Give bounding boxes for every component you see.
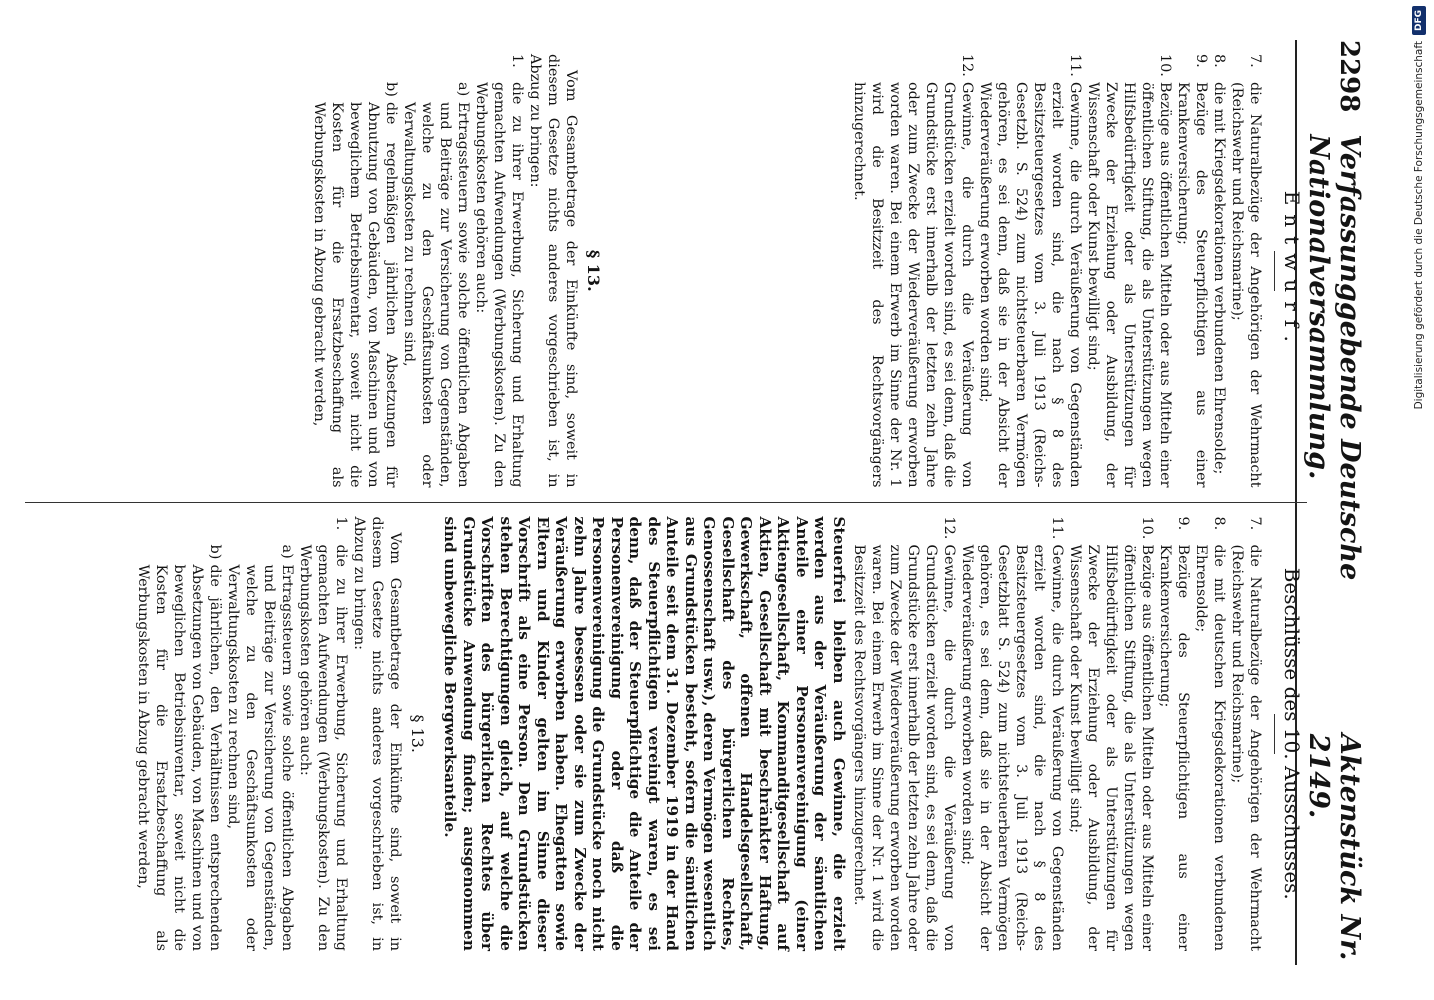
assembly-title: Verfassunggebende Deutsche Nationalversammlung. bbox=[1303, 134, 1365, 581]
dfg-logo-icon: DFG bbox=[1412, 6, 1426, 35]
sub-item-text: Ertragssteuern sowie solche öffentlichen Abgaben und Beiträge zur Versicherung von Gegenständen, welche zu den Geschäftsunkosten oder Verwaltungskosten zu rechnen sind, bbox=[401, 102, 471, 488]
item-number: 11. bbox=[1049, 516, 1065, 540]
sub-item-letter: b) bbox=[206, 544, 223, 560]
list-item bbox=[1084, 54, 1174, 488]
list-item bbox=[976, 54, 1084, 488]
list-item bbox=[1228, 517, 1264, 952]
watermark-text: Digitalisierung gefördert durch die Deutsche Forschungsgemeinschaft bbox=[1413, 41, 1425, 410]
item-text: die Naturalbezüge der Angehörigen der Wehrmacht (Reichswehr und Reichsmarine); bbox=[1229, 544, 1263, 951]
item-text: die zu ihrer Erwerbung, Sicherung und Erhaltung gemachten Aufwendungen (Werbungskosten). Zu den Werbungskosten gehören auch: bbox=[296, 544, 349, 951]
list-item bbox=[1228, 54, 1264, 488]
list-item bbox=[850, 517, 958, 952]
dfg-watermark bbox=[1407, 6, 1431, 996]
list-item bbox=[1210, 54, 1228, 488]
item-number: 8. bbox=[1211, 54, 1227, 68]
draft-heading: Entwurf. bbox=[1280, 190, 1304, 351]
heading-rule bbox=[1274, 251, 1275, 291]
sub-item-letter: a) bbox=[455, 82, 471, 97]
section-item bbox=[296, 517, 350, 952]
sub-item bbox=[224, 517, 296, 952]
draft-column bbox=[25, 40, 1307, 503]
item-text: Bezüge des Steuerpflichtigen aus einer Krankenversicherung; bbox=[1157, 544, 1191, 951]
item-number: 12. bbox=[959, 54, 975, 77]
item-text: Bezüge des Steuerpflichtigen aus einer Krankenversicherung; bbox=[1175, 82, 1209, 488]
list-item bbox=[850, 54, 976, 488]
sub-item-text: die regelmäßigen jährlichen Absetzungen für Abnutzung von Gebäuden, von Maschinen und von beweglichem Betriebsinventar, soweit nicht die Kosten für die Ersatzbeschaffung als Werbungskosten in Abzug gebracht werden, bbox=[311, 102, 399, 488]
item-text: die mit deutschen Kriegsdekorationen verbundenen Ehrensolde; bbox=[1193, 544, 1227, 951]
item-text: die Naturalbezüge der Angehörigen der Wehrmacht (Reichswehr und Reichsmarine); bbox=[1229, 82, 1263, 488]
item-number: 9. bbox=[1193, 54, 1209, 68]
document-number: Aktenstück Nr. 2149. bbox=[1303, 733, 1365, 961]
section-item bbox=[472, 54, 526, 488]
item-text: die zu ihrer Erwerbung, Sicherung und Erhaltung gemachten Aufwendungen (Werbungskosten). Zu den Werbungskosten gehören auch: bbox=[473, 82, 525, 488]
page-content bbox=[25, 40, 1365, 965]
committee-heading: Beschlüsse des 10. Ausschusses. bbox=[1280, 567, 1304, 900]
item-number: 1. bbox=[509, 54, 525, 68]
item-text: Gewinne, die durch Veräußerung von Gegenständen erzielt worden sind, die nach § 8 des Besitzsteuergesetzes vom 3. Juli 1913 (Reichs-Gesetzbl. S. 524) zum nichtsteuerbaren Vermögen gehören, es sei denn, daß sie in der Absicht der Wiederveräußerung erworben worden sind; bbox=[977, 82, 1083, 488]
page-number: 2298 bbox=[1334, 40, 1364, 113]
section-title: § 13. bbox=[584, 249, 603, 292]
item-text: Bezüge aus öffentlichen Mitteln oder aus Mitteln einer öffentlichen Stiftung, die als Unterstützungen wegen Hilfsbedürftigkeit oder als Unterstützungen für Zwecke der Erziehung oder Ausbildung, der Wissenschaft oder Kunst bewilligt sind; bbox=[1085, 82, 1173, 488]
item-number: 8. bbox=[1211, 516, 1227, 531]
item-text: die mit Kriegsdekorationen verbundenen Ehrensolde; bbox=[1211, 82, 1227, 475]
list-item bbox=[1174, 54, 1210, 488]
two-column-body bbox=[25, 40, 1307, 965]
item-number: 9. bbox=[1175, 516, 1191, 531]
sub-item bbox=[400, 54, 472, 488]
bold-amendment-paragraph: Steuerfrei bleiben auch Gewinne, die erzielt werden aus der Veräußerung der sämtlichen Anteile einer Personenvereinigung (einer Aktiengesellschaft, Kommanditgesellschaft auf Aktien, Gesellschaft mit beschränkter Haftung, Gewerkschaft, offenen Handelsgesellschaft, Gesellschaft des bürgerlichen Rechtes, Genossenschaft usw.), deren Vermögen wesentlich aus Grundstücken besteht, sofern die sämtlichen Anteile seit dem 31. Dezember 1919 in der Hand des Steuerpflichtigen vereinigt waren, es sei denn, daß der Steuerpflichtige die Anteile der Personenvereinigung oder daß die Personenvereinigung die Grundstücke noch nicht zehn Jahre besessen oder sie zum Zwecke der Veräußerung erworben haben. Ehegatten sowie Eltern und Kinder gelten im Sinne dieser Vorschrift als eine Person. Den Grundstücken stehen Berechtigungen gleich, auf welche die Vorschriften des bürgerlichen Rechtes über Grundstücke Anwendung finden; ausgenommen sind unbewegliche Bergwerksanteile. bbox=[441, 516, 848, 951]
item-text: Gewinne, die durch die Veräußerung von Grundstücken erzielt worden sind, es sei denn, daß die Grundstücke erst innerhalb der letzten zehn Jahre oder zum Zwecke der Wiederveräußerung erworben worden waren. Bei einem Erwerb im Sinne der Nr. 1 wird die Besitzzeit des Rechtsvorgängers hinzugerechnet. bbox=[851, 82, 975, 488]
sub-item-text: die jährlichen, den Verhältnissen entsprechenden Absetzungen von Gebäuden, von Maschinen und von beweglichen Betriebsinventar, soweit nicht die Kosten für die Ersatzbeschaffung als Werbungskosten in Abzug gebracht werden, bbox=[134, 564, 223, 951]
item-text: Bezüge aus öffentlichen Mitteln oder aus Mitteln einer öffentlichen Stiftung, die als Unterstützungen wegen Hilfsbedürftigkeit oder als Unterstützungen für Zwecke der Erziehung oder Ausbildung, der Wissenschaft oder Kunst bewilligt sind; bbox=[1067, 544, 1155, 951]
committee-column bbox=[25, 503, 1307, 966]
item-number: 12. bbox=[941, 516, 957, 540]
sub-item-text: Ertragssteuern sowie solche öffentlichen Abgaben und Beiträge zur Versicherung von Gegenständen, welche zu den Geschäftsunkosten oder Verwaltungskosten zu rechnen sind, bbox=[224, 564, 295, 951]
list-item bbox=[1066, 517, 1156, 952]
list-item bbox=[1192, 517, 1228, 952]
section-title: § 13. bbox=[407, 714, 427, 754]
section-intro: Vom Gesamtbetrage der Einkünfte sind, soweit in diesem Gesetze nichts anderes vorgeschrieben ist, in Abzug zu bringen: bbox=[350, 516, 403, 951]
item-number: 10. bbox=[1139, 516, 1155, 540]
list-item bbox=[1156, 517, 1192, 952]
list-item bbox=[958, 517, 1066, 952]
item-text: Gewinne, die durch Veräußerung von Gegenständen erzielt worden sind, die nach § 8 des Besitzsteuergesetzes vom 3. Juli 1913 (Reichs-Gesetzblatt S. 524) zum nichtsteuerbaren Vermögen gehören, es sei denn, daß sie in der Absicht der Wiederveräußerung erworben worden sind; bbox=[959, 544, 1065, 951]
item-number: 10. bbox=[1157, 54, 1173, 77]
heading-rule bbox=[1274, 714, 1275, 754]
item-number: 7. bbox=[1247, 516, 1263, 531]
item-number: 7. bbox=[1247, 54, 1263, 68]
sub-item bbox=[310, 54, 400, 488]
item-number: 1. bbox=[332, 516, 349, 531]
sub-item-letter: a) bbox=[278, 544, 295, 559]
sub-item bbox=[134, 517, 224, 952]
item-text: Gewinne, die durch die Veräußerung von Grundstücken erzielt worden sind, es sei denn, daß die Grundstücke erst innerhalb der letzten zehn Jahre oder zum Zwecke der Wiederveräußerung erworben worden waren. Bei einem Erwerb im Sinne der Nr. 1 wird die Besitzzeit des Rechtsvorgängers hinzugerechnet. bbox=[851, 544, 957, 951]
item-number: 11. bbox=[1067, 54, 1083, 77]
section-intro: Vom Gesamtbetrage der Einkünfte sind, soweit in diesem Gesetze nichts anderes vorgeschrieben ist, in Abzug zu bringen: bbox=[527, 54, 579, 488]
sub-item-letter: b) bbox=[383, 82, 399, 97]
